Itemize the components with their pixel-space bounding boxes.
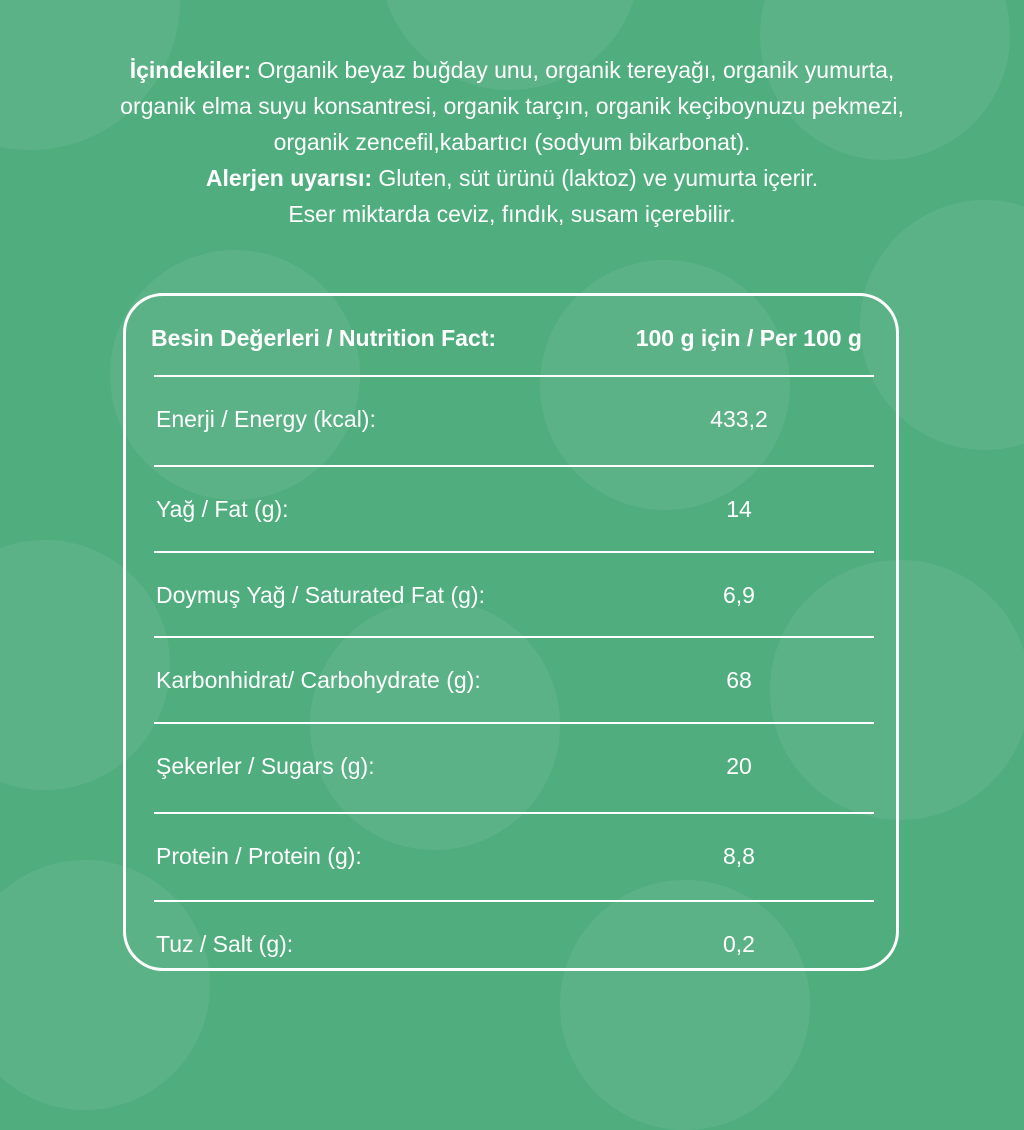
nutrition-label: Enerji / Energy (kcal): xyxy=(156,405,376,432)
nutrition-label: Doymuş Yağ / Saturated Fat (g): xyxy=(156,581,485,608)
nutrition-row-saturated-fat xyxy=(154,551,874,637)
nutrition-row-energy xyxy=(154,375,874,461)
nutrition-label: Şekerler / Sugars (g): xyxy=(156,752,375,779)
nutrition-row-salt xyxy=(154,900,874,986)
nutrition-label: Karbonhidrat/ Carbohydrate (g): xyxy=(156,666,481,693)
nutrition-row-carbohydrate xyxy=(154,636,874,722)
ingredients-block xyxy=(40,52,984,232)
nutrition-value: 14 xyxy=(726,495,752,522)
ingredients-text: Organik beyaz buğday unu, organik tereyağı, organik yumurta, xyxy=(251,57,895,83)
allergen-line xyxy=(40,160,984,196)
ingredients-line: organik elma suyu konsantresi, organik tarçın, organik keçiboynuzu pekmezi, xyxy=(120,93,904,119)
ingredients-line: organik zencefil,kabartıcı (sodyum bikarbonat). xyxy=(273,129,751,155)
nutrition-label: Protein / Protein (g): xyxy=(156,842,362,869)
nutrition-label: Tuz / Salt (g): xyxy=(156,930,294,957)
trace-warning: Eser miktarda ceviz, fındık, susam içerebilir. xyxy=(288,201,736,227)
nutrition-value: 8,8 xyxy=(723,842,755,869)
nutrition-header-label: Besin Değerleri / Nutrition Fact: xyxy=(151,324,497,351)
nutrition-header xyxy=(151,318,862,358)
allergen-heading: Alerjen uyarısı: xyxy=(205,165,373,191)
allergen-text: Gluten, süt ürünü (laktoz) ve yumurta içerir. xyxy=(372,165,819,191)
nutrition-value: 6,9 xyxy=(723,581,755,608)
ingredients-line xyxy=(40,52,984,88)
nutrition-value: 20 xyxy=(726,752,752,779)
nutrition-row-fat xyxy=(154,465,874,551)
nutrition-value: 68 xyxy=(726,666,752,693)
nutrition-header-per: 100 g için / Per 100 g xyxy=(635,324,862,351)
nutrition-value: 0,2 xyxy=(723,930,755,957)
ingredients-heading: İçindekiler: xyxy=(129,57,252,83)
nutrition-row-protein xyxy=(154,812,874,898)
nutrition-table xyxy=(123,293,899,971)
nutrition-row-sugars xyxy=(154,722,874,808)
nutrition-label: Yağ / Fat (g): xyxy=(156,495,289,522)
nutrition-value: 433,2 xyxy=(710,405,768,432)
